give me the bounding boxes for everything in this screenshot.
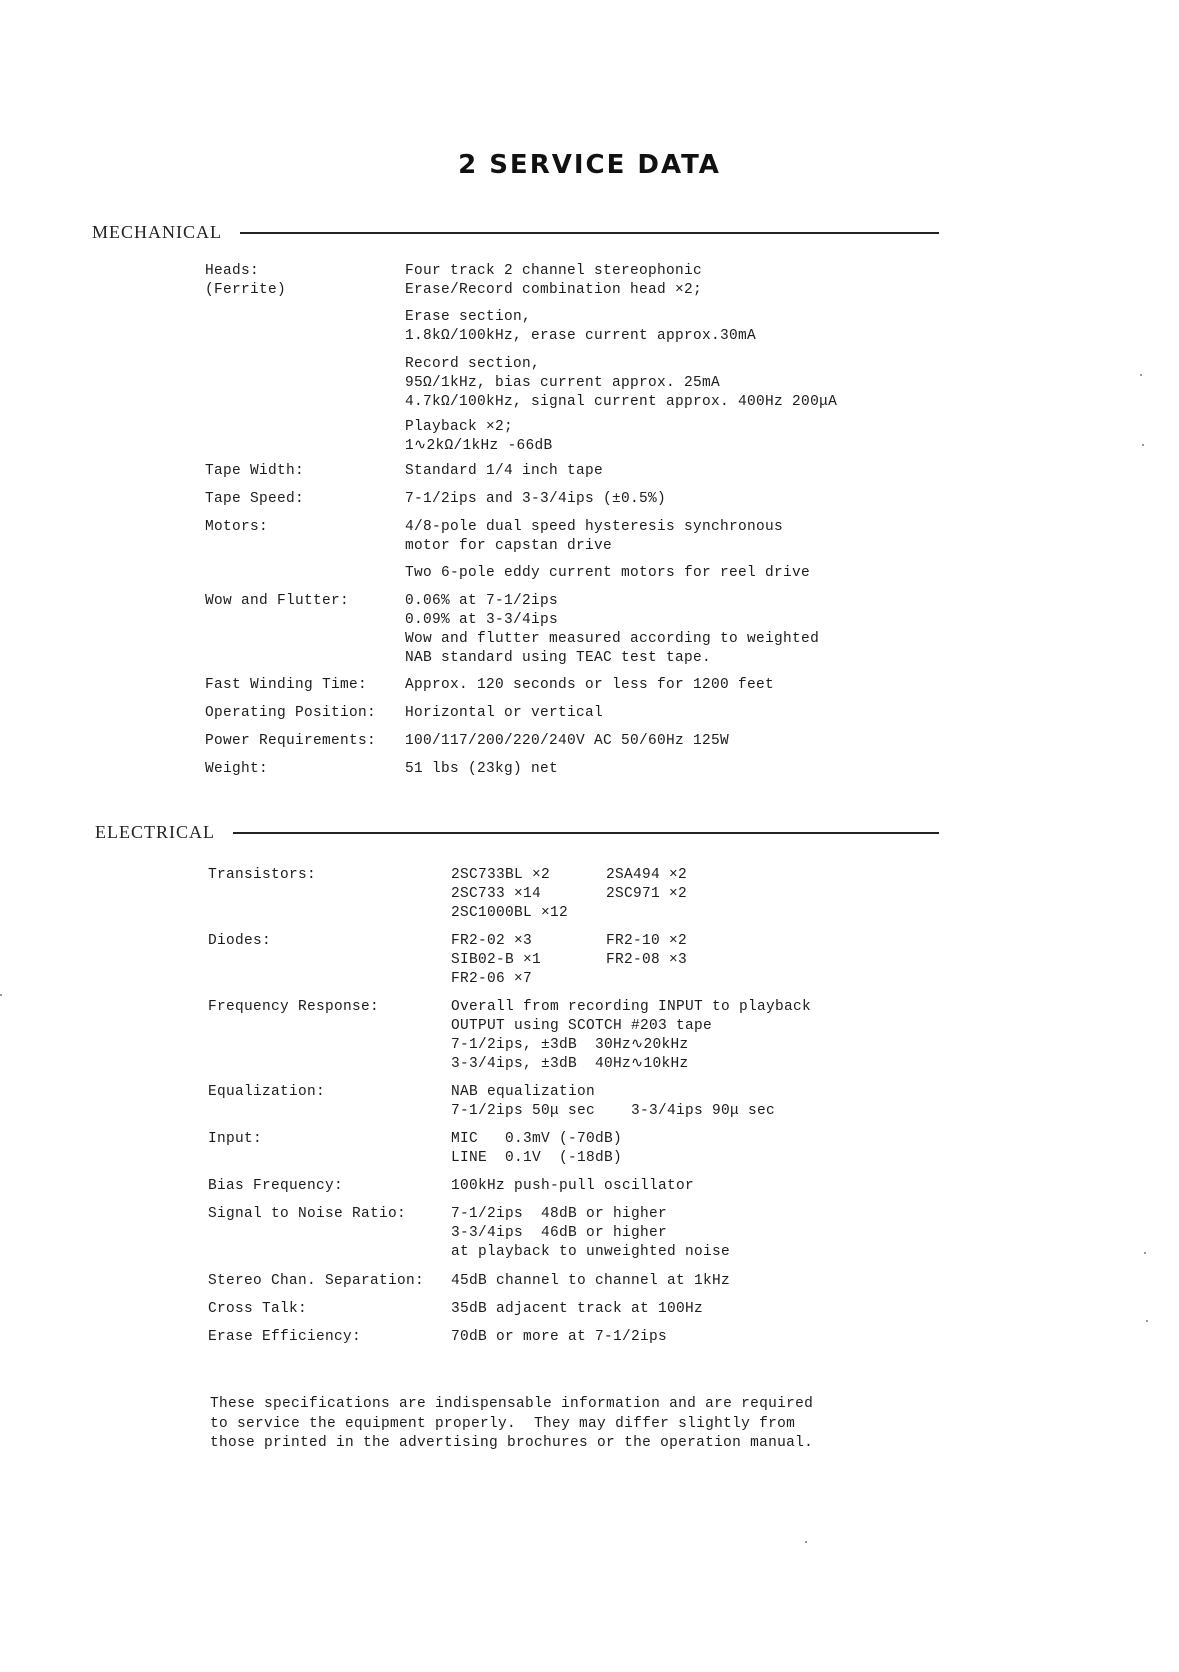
spec-value-line: 51 lbs (23kg) net bbox=[405, 761, 559, 777]
spec-label-line: (Ferrite) bbox=[205, 282, 287, 298]
electrical-specs-table bbox=[208, 866, 811, 1347]
section-divider bbox=[240, 232, 939, 234]
spec-label bbox=[205, 704, 405, 723]
spec-label-line: Tape Width: bbox=[205, 463, 305, 479]
spec-value bbox=[451, 998, 811, 1074]
spec-value bbox=[405, 564, 810, 583]
spec-value-line: 3-3/4ips 46dB or higher bbox=[451, 1225, 668, 1241]
electrical-heading: ELECTRICAL bbox=[95, 822, 215, 842]
transistors-item: 2SC971 ×2 bbox=[606, 886, 688, 902]
spec-label: Erase Efficiency: bbox=[208, 1329, 362, 1345]
spec-value-line: Overall from recording INPUT to playback bbox=[451, 999, 812, 1015]
spec-value-line: 4.7kΩ/100kHz, signal current approx. 400Hz 200μA bbox=[405, 394, 838, 410]
section-divider bbox=[233, 832, 939, 834]
spec-label bbox=[205, 676, 405, 695]
spec-value bbox=[405, 490, 666, 509]
spec-label bbox=[205, 462, 405, 481]
mechanical-specs-table bbox=[205, 262, 837, 779]
spec-value-line: OUTPUT using SCOTCH #203 tape bbox=[451, 1018, 713, 1034]
spec-value-line: 7-1/2ips 48dB or higher bbox=[451, 1206, 668, 1222]
spec-value-line: 7-1/2ips and 3-3/4ips (±0.5%) bbox=[405, 491, 667, 507]
spec-label-line: Heads: bbox=[205, 263, 260, 279]
spec-value bbox=[405, 592, 819, 668]
spec-row bbox=[205, 676, 837, 695]
spec-value bbox=[451, 1300, 703, 1319]
spec-value-line: Erase/Record combination head ×2; bbox=[405, 282, 703, 298]
spec-label bbox=[205, 518, 405, 556]
specifications-note bbox=[210, 1395, 813, 1454]
spec-row bbox=[205, 732, 837, 751]
spec-row bbox=[205, 262, 837, 300]
spec-value bbox=[451, 1177, 694, 1196]
diodes-list bbox=[451, 932, 687, 989]
spec-value bbox=[405, 262, 702, 300]
spec-row bbox=[205, 704, 837, 723]
spec-label: Transistors: bbox=[208, 867, 317, 883]
spec-label-line: Power Requirements: bbox=[205, 733, 377, 749]
spec-row bbox=[205, 592, 837, 668]
spec-label: Bias Frequency: bbox=[208, 1178, 344, 1194]
spec-value-line: Two 6-pole eddy current motors for reel drive bbox=[405, 565, 811, 581]
spec-value bbox=[405, 704, 603, 723]
transistors-list bbox=[451, 866, 687, 923]
spec-value bbox=[405, 355, 837, 412]
spec-value bbox=[405, 676, 774, 695]
spec-label: Cross Talk: bbox=[208, 1301, 308, 1317]
spec-value-line: 1.8kΩ/100kHz, erase current approx.30mA bbox=[405, 328, 757, 344]
diodes-item: SIB02-B ×1 bbox=[451, 952, 542, 968]
spec-value-line: motor for capstan drive bbox=[405, 538, 613, 554]
spec-label: Stereo Chan. Separation: bbox=[208, 1273, 425, 1289]
spec-value-line: Playback ×2; bbox=[405, 419, 514, 435]
note-line: These specifications are indispensable information and are required bbox=[210, 1396, 814, 1412]
spec-value-line: NAB standard using TEAC test tape. bbox=[405, 650, 712, 666]
spec-value-line: at playback to unweighted noise bbox=[451, 1244, 731, 1260]
spec-value bbox=[405, 418, 552, 456]
spec-value-line: Approx. 120 seconds or less for 1200 feet bbox=[405, 677, 775, 693]
spec-label-line: Fast Winding Time: bbox=[205, 677, 368, 693]
scan-speck bbox=[805, 1541, 807, 1543]
spec-value bbox=[405, 518, 783, 556]
mechanical-heading: MECHANICAL bbox=[92, 222, 222, 242]
spec-value bbox=[405, 732, 729, 751]
spec-value bbox=[405, 462, 603, 481]
spec-value-line: 45dB channel to channel at 1kHz bbox=[451, 1273, 731, 1289]
spec-value bbox=[451, 1083, 775, 1121]
transistors-item: 2SC733 ×14 bbox=[451, 886, 542, 902]
spec-row bbox=[208, 998, 811, 1074]
diodes-item bbox=[606, 970, 687, 989]
scan-speck bbox=[1142, 444, 1144, 446]
spec-value-line: MIC 0.3mV (-70dB) bbox=[451, 1131, 623, 1147]
spec-row bbox=[208, 1083, 811, 1121]
spec-value-line: NAB equalization bbox=[451, 1084, 596, 1100]
spec-row bbox=[205, 418, 837, 456]
spec-row bbox=[205, 564, 837, 583]
transistors-row bbox=[208, 866, 811, 923]
spec-row bbox=[208, 1272, 811, 1291]
spec-label-line: Operating Position: bbox=[205, 705, 377, 721]
spec-value bbox=[451, 1328, 667, 1347]
spec-value-line: 95Ω/1kHz, bias current approx. 25mA bbox=[405, 375, 721, 391]
spec-label bbox=[205, 732, 405, 751]
spec-value bbox=[405, 308, 756, 346]
spec-row bbox=[205, 760, 837, 779]
transistors-item: 2SC1000BL ×12 bbox=[451, 905, 569, 921]
electrical-section-header bbox=[95, 822, 939, 843]
spec-label: Input: bbox=[208, 1131, 263, 1147]
spec-value bbox=[451, 1130, 622, 1168]
spec-value-line: Erase section, bbox=[405, 309, 532, 325]
note-line: to service the equipment properly. They may differ slightly from bbox=[210, 1415, 796, 1432]
spec-label bbox=[205, 490, 405, 509]
spec-value-line: 0.06% at 7-1/2ips bbox=[405, 593, 559, 609]
spec-label: Equalization: bbox=[208, 1084, 326, 1100]
spec-row bbox=[208, 1205, 811, 1262]
scan-speck bbox=[1140, 374, 1142, 376]
spec-label-line: Motors: bbox=[205, 519, 269, 535]
spec-row bbox=[208, 1300, 811, 1319]
spec-label bbox=[205, 355, 405, 412]
spec-value-line: 7-1/2ips 50μ sec 3-3/4ips 90μ sec bbox=[451, 1103, 776, 1119]
spec-label bbox=[205, 564, 405, 583]
spec-label bbox=[205, 592, 405, 668]
spec-value-line: Horizontal or vertical bbox=[405, 705, 604, 721]
diodes-item: FR2-10 ×2 bbox=[606, 933, 688, 949]
spec-label-line: Tape Speed: bbox=[205, 491, 305, 507]
spec-row bbox=[208, 1328, 811, 1347]
page-title: 2 SERVICE DATA bbox=[458, 150, 721, 180]
spec-value-line: Record section, bbox=[405, 356, 541, 372]
scan-speck bbox=[0, 994, 2, 996]
diodes-item: FR2-06 ×7 bbox=[451, 971, 533, 987]
note-line: those printed in the advertising brochures or the operation manual. bbox=[210, 1435, 814, 1451]
spec-label-line: Weight: bbox=[205, 761, 269, 777]
mechanical-section-header bbox=[92, 222, 939, 243]
spec-row bbox=[205, 490, 837, 509]
spec-value-line: 100kHz push-pull oscillator bbox=[451, 1178, 695, 1194]
spec-label bbox=[205, 418, 405, 456]
spec-label-line: Wow and Flutter: bbox=[205, 593, 350, 609]
spec-label: Diodes: bbox=[208, 933, 272, 949]
spec-value-line: 100/117/200/220/240V AC 50/60Hz 125W bbox=[405, 733, 730, 749]
transistors-item bbox=[606, 904, 687, 923]
spec-row bbox=[208, 1177, 811, 1196]
spec-value-line: Standard 1/4 inch tape bbox=[405, 463, 604, 479]
spec-label: Frequency Response: bbox=[208, 999, 380, 1015]
scan-speck bbox=[1144, 1252, 1146, 1254]
spec-label bbox=[205, 308, 405, 346]
spec-value-line: LINE 0.1V (-18dB) bbox=[451, 1150, 623, 1166]
spec-row bbox=[205, 355, 837, 412]
spec-row bbox=[205, 462, 837, 481]
spec-value-line: 3-3/4ips, ±3dB 40Hz∿10kHz bbox=[451, 1056, 689, 1072]
spec-value bbox=[451, 1272, 730, 1291]
spec-value-line: 4/8-pole dual speed hysteresis synchronous bbox=[405, 519, 784, 535]
spec-value-line: 0.09% at 3-3/4ips bbox=[405, 612, 559, 628]
spec-row bbox=[205, 308, 837, 346]
spec-value bbox=[451, 1205, 730, 1262]
spec-value-line: 35dB adjacent track at 100Hz bbox=[451, 1301, 704, 1317]
spec-value-line: Wow and flutter measured according to weighted bbox=[405, 631, 820, 647]
transistors-item: 2SC733BL ×2 bbox=[451, 867, 551, 883]
transistors-item: 2SA494 ×2 bbox=[606, 867, 688, 883]
diodes-item: FR2-02 ×3 bbox=[451, 933, 533, 949]
spec-label bbox=[205, 760, 405, 779]
spec-label bbox=[205, 262, 405, 300]
spec-row bbox=[205, 518, 837, 556]
spec-value-line: 7-1/2ips, ±3dB 30Hz∿20kHz bbox=[451, 1037, 689, 1053]
spec-value-line: 70dB or more at 7-1/2ips bbox=[451, 1329, 668, 1345]
spec-value bbox=[405, 760, 558, 779]
spec-row bbox=[208, 1130, 811, 1168]
diodes-row bbox=[208, 932, 811, 989]
spec-value-line: 1∿2kΩ/1kHz -66dB bbox=[405, 438, 553, 454]
scan-speck bbox=[1146, 1320, 1148, 1322]
diodes-item: FR2-08 ×3 bbox=[606, 952, 688, 968]
spec-label: Signal to Noise Ratio: bbox=[208, 1206, 407, 1222]
spec-value-line: Four track 2 channel stereophonic bbox=[405, 263, 703, 279]
